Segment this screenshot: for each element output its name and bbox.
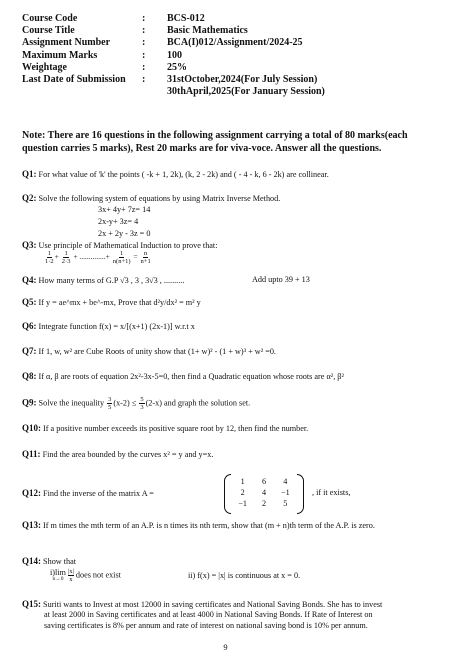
matrix-cell: −1 <box>280 488 290 497</box>
question-text: (x-2) ≤ <box>113 398 137 408</box>
question-text: Show that <box>43 557 77 566</box>
fraction: $\frac{n}{n+1}$ <box>140 250 151 265</box>
question-text: How many terms of G.P √3 , 3 , 3√3 , .......... <box>38 276 185 285</box>
matrix-cell: −1 <box>238 499 248 508</box>
meta-value: 25% <box>167 61 187 73</box>
question-label: Q10: <box>22 423 41 433</box>
matrix-a <box>224 474 304 512</box>
question-text: If y = ae^mx + be^-mx, Prove that d²y/dx² = m² y <box>38 298 201 307</box>
question-label: Q12: <box>22 488 41 498</box>
fraction: $\frac{1}{n(n+1)}$ <box>112 250 131 265</box>
question-label: Q1: <box>22 169 37 179</box>
question-label: Q11: <box>22 449 41 459</box>
question-text: Integrate function f(x) = x/[(x+1) (2x-1)] w.r.t x <box>38 322 195 331</box>
meta-row-assignment-number <box>22 37 442 49</box>
question-13 <box>22 520 437 531</box>
equation-3: 2x + 2y - 3z = 0 <box>98 229 151 238</box>
question-text: Suriti wants to Invest at most 12000 in saving certificates and National Saving Bonds. She has to invest <box>43 600 383 609</box>
question-text: If 1, w, w² are Cube Roots of unity show that (1+ w)² - (1 + w)³ + w² =0. <box>38 347 276 356</box>
meta-sep: : <box>142 49 146 61</box>
matrix-cell: 1 <box>240 477 245 486</box>
question-6 <box>22 321 437 332</box>
meta-row-course-code <box>22 12 442 24</box>
question-15-line-2: at least 2000 in Saving certificates and at least 4000 in National Saving Bonds. If Rate of Interest on <box>44 610 373 619</box>
meta-value: BCA(I)012/Assignment/2024-25 <box>167 37 303 49</box>
meta-row-last-date <box>22 73 442 85</box>
meta-value: 31stOctober,2024(For July Session) <box>167 74 318 86</box>
question-15 <box>22 599 437 610</box>
matrix-cell: 4 <box>283 477 288 486</box>
question-label: Q13: <box>22 520 41 530</box>
meta-key: Last Date of Submission <box>22 74 126 86</box>
meta-sep: : <box>142 24 146 36</box>
question-text: If a positive number exceeds its positive square root by 12, then find the number. <box>43 424 309 433</box>
matrix-right-bracket <box>297 474 304 514</box>
meta-key: Course Title <box>22 24 75 36</box>
question-label: Q7: <box>22 346 37 356</box>
matrix-cells <box>232 476 296 509</box>
question-4 <box>22 275 437 286</box>
question-5 <box>22 297 437 308</box>
matrix-cell: 2 <box>240 488 245 497</box>
question-label: Q2: <box>22 193 37 203</box>
meta-key: Maximum Marks <box>22 49 98 61</box>
meta-sep: : <box>142 12 146 24</box>
meta-value: 30thApril,2025(For January Session) <box>167 86 325 98</box>
question-label: Q8: <box>22 371 37 381</box>
course-meta <box>22 12 442 98</box>
equation-1: 3x+ 4y+ 7z= 14 <box>98 205 151 214</box>
question-4-tail: Add upto 39 + 13 <box>252 275 310 284</box>
meta-value: Basic Mathematics <box>167 24 248 36</box>
assignment-note: Note: There are 16 questions in the following assignment carrying a total of 80 marks(each question carries 5 marks), Rest 20 marks are for viva-voce. Answer all the questions. <box>22 130 408 154</box>
page-number: 9 <box>223 642 228 652</box>
induction-series: $\frac{1}{1\cdot 2}$ + $\frac{1}{2\cdot 3}$ + ..............+ $\frac{1}{n(n+1)}$ = $\frac{n}{n+1}$ <box>45 250 151 265</box>
question-15-line-3: saving certificates is 8% per annum and rate of interest on national saving bond is 10% per annum. <box>44 621 368 630</box>
meta-sep: : <box>142 74 146 86</box>
question-14 <box>22 556 437 567</box>
meta-key: Weightage <box>22 61 67 73</box>
question-9 <box>22 396 437 411</box>
question-8 <box>22 371 437 382</box>
fraction: $\frac{3}{5}$ <box>108 396 112 411</box>
equation-2: 2x-y+ 3z= 4 <box>98 217 139 226</box>
meta-row-maximum-marks <box>22 49 442 61</box>
meta-key: Assignment Number <box>22 37 111 49</box>
question-14-part-ii: ii) f(x) = |x| is continuous at x = 0. <box>188 571 301 580</box>
meta-value: 100 <box>167 49 182 61</box>
question-1 <box>22 169 437 180</box>
meta-sep: : <box>142 61 146 73</box>
meta-row-last-date-2 <box>22 86 442 98</box>
fraction: $\frac{1}{1\cdot 2}$ <box>45 250 54 265</box>
question-7 <box>22 346 437 357</box>
meta-key: Course Code <box>22 12 78 24</box>
series-dots: + ..............+ <box>73 252 110 262</box>
question-label: Q3: <box>22 240 37 250</box>
limit-operator: i)lim n→0 <box>50 567 66 582</box>
question-10 <box>22 423 437 434</box>
question-11 <box>22 449 437 460</box>
question-text: Solve the inequality <box>38 398 105 408</box>
meta-sep: : <box>142 37 146 49</box>
question-14-part-i: i)lim n→0 $\frac{|x|}{x}$ does not exist <box>50 567 121 583</box>
fraction: $\frac{5}{3}$ <box>140 396 144 411</box>
fraction: $\frac{1}{2\cdot 3}$ <box>61 250 71 265</box>
question-text: If α, β are roots of equation 2x²-3x-5=0, then find a Quadratic equation whose roots are α², β² <box>38 372 344 381</box>
meta-value: BCS-012 <box>167 12 205 24</box>
meta-row-weightage <box>22 61 442 73</box>
question-text: Use principle of Mathematical Induction to prove that: <box>38 241 218 250</box>
question-label: Q6: <box>22 321 37 331</box>
question-text: Find the inverse of the matrix A = <box>43 489 154 498</box>
question-text: For what value of 'k' the points ( -k + 1, 2k), (k, 2 - 2k) and ( - 4 - k, 6 - 2k) are collinear. <box>38 170 329 179</box>
matrix-cell: 2 <box>261 499 267 508</box>
question-text: (2-x) and graph the solution set. <box>145 398 251 408</box>
equals-sign: = <box>133 252 138 262</box>
question-text: Solve the following system of equations by using Matrix Inverse Method. <box>38 194 281 203</box>
matrix-cell: 6 <box>261 477 267 486</box>
question-12-tail: , if it exists, <box>312 488 351 497</box>
matrix-cell: 4 <box>261 488 267 497</box>
question-text: If m times the mth term of an A.P. is n times its nth term, show that (m + n)th term of the A.P. is zero. <box>43 521 375 530</box>
question-label: Q9: <box>22 397 37 408</box>
meta-row-course-title <box>22 24 442 36</box>
question-text: Find the area bounded by the curves x² = y and y=x. <box>42 450 214 459</box>
matrix-cell: 5 <box>283 499 288 508</box>
question-label: Q15: <box>22 599 41 609</box>
question-label: Q4: <box>22 275 37 285</box>
matrix-left-bracket <box>224 474 231 514</box>
question-label: Q5: <box>22 297 37 307</box>
question-2 <box>22 193 437 204</box>
fraction: $\frac{|x|}{x}$ <box>67 568 74 583</box>
question-label: Q14: <box>22 556 41 566</box>
